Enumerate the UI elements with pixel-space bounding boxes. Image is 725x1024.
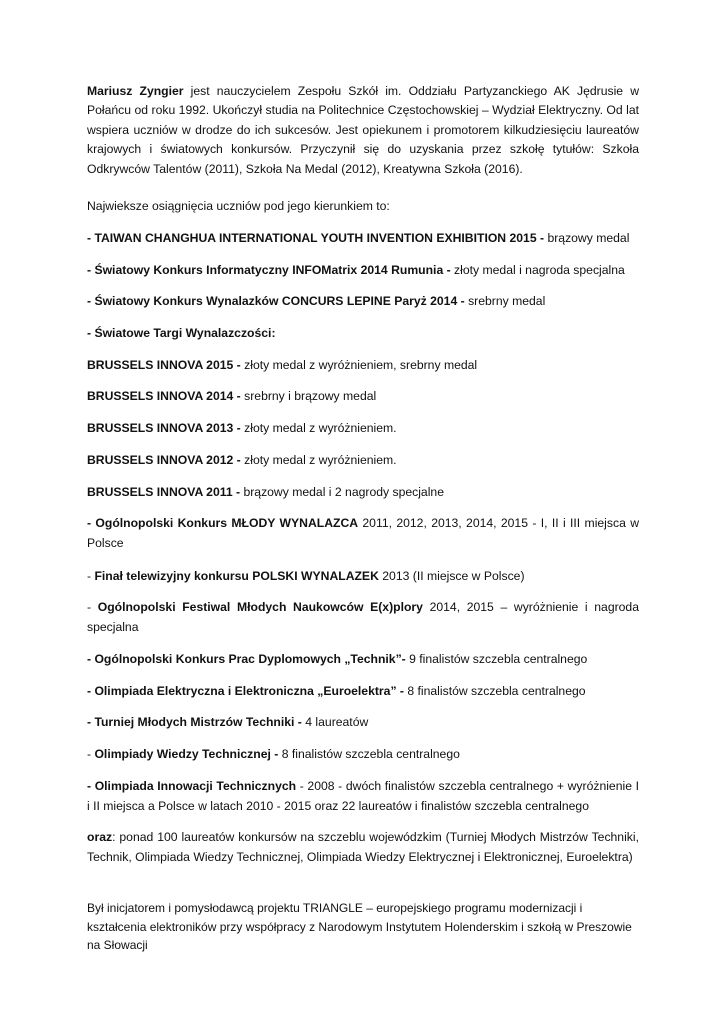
achievement-item: - Olimpiada Elektryczna i Elektroniczna „Euroelektra” - 8 finalistów szczebla centralnego bbox=[87, 684, 586, 698]
closing-paragraph: Był inicjatorem i pomysłodawcą projektu TRIANGLE – europejskiego programu modernizacji i kształcenia elektroników przy współpracy z Narodowym Instytutem Holenderskim i szkołą w Preszowie na Słowacji bbox=[87, 901, 632, 953]
achievement-item: - Światowy Konkurs Informatyczny INFOMatrix 2014 Rumunia - złoty medal i nagroda specjalna bbox=[87, 263, 625, 277]
achievement-item: BRUSSELS INNOVA 2015 - złoty medal z wyróżnieniem, srebrny medal bbox=[87, 358, 478, 372]
achievement-item: BRUSSELS INNOVA 2014 - srebrny i brązowy medal bbox=[87, 389, 377, 403]
achievement-item: - Ogólnopolski Festiwal Młodych Naukowców E(x)plory 2014, 2015 – wyróżnienie i nagroda specjalna bbox=[87, 600, 639, 634]
achievement-item: - Światowy Konkurs Wynalazków CONCURS LEPINE Paryż 2014 - srebrny medal bbox=[87, 294, 546, 308]
achievement-item: - Ogólnopolski Konkurs Prac Dyplomowych „Technik”- 9 finalistów szczebla centralnego bbox=[87, 652, 588, 666]
achievement-item: - Finał telewizyjny konkursu POLSKI WYNALAZEK 2013 (II miejsce w Polsce) bbox=[87, 569, 525, 583]
intro-paragraph bbox=[87, 82, 639, 179]
teacher-name: Mariusz Zyngier bbox=[87, 84, 184, 98]
achievement-item: - Światowe Targi Wynalazczości: bbox=[87, 326, 276, 340]
achievement-item: - Ogólnopolski Konkurs MŁODY WYNALAZCA 2011, 2012, 2013, 2014, 2015 - I, II i III miejsca w Polsce bbox=[87, 516, 639, 550]
achievement-item: - Turniej Młodych Mistrzów Techniki - 4 laureatów bbox=[87, 715, 369, 729]
intro-text: jest nauczycielem Zespołu Szkół im. Oddziału Partyzanckiego AK Jędrusie w Połańcu od roku 1992. Ukończył studia na Politechnice Częstochowskiej – Wydział Elektryczny. Od lat wspiera uczniów w drodze do ich sukcesów. Jest opiekunem i promotorem kilkudziesięciu laureatów krajowych i światowych konkursów. Przyczynił się do uzyskania przez szkołę tytułów: Szkoła Odkrywców Talentów (2011), Szkoła Na Medal (2012), Kreatywna Szkoła (2016). bbox=[87, 84, 640, 176]
achievement-item: BRUSSELS INNOVA 2011 - brązowy medal i 2 nagrody specjalne bbox=[87, 485, 444, 499]
oraz-paragraph: oraz: ponad 100 laureatów konkursów na szczeblu wojewódzkim (Turniej Młodych Mistrzów Techniki, Technik, Olimpiada Wiedzy Technicznej, Olimpiada Wiedzy Elektrycznej i Elektronicznej, Euroelektra) bbox=[87, 830, 639, 864]
achievements-heading: Najwieksze osiągnięcia uczniów pod jego kierunkiem to: bbox=[87, 199, 390, 213]
achievement-item: - Olimpiada Innowacji Technicznych - 2008 - dwóch finalistów szczebla centralnego + wyróżnienie I i II miejsca a Polsce w latach 2010 - 2015 oraz 22 laureatów i finalistów szczebla centralnego bbox=[87, 779, 639, 813]
achievement-item: - TAIWAN CHANGHUA INTERNATIONAL YOUTH INVENTION EXHIBITION 2015 - brązowy medal bbox=[87, 231, 630, 245]
achievement-item: - Olimpiady Wiedzy Technicznej - 8 finalistów szczebla centralnego bbox=[87, 747, 460, 761]
achievement-item: BRUSSELS INNOVA 2013 - złoty medal z wyróżnieniem. bbox=[87, 421, 397, 435]
achievement-item: BRUSSELS INNOVA 2012 - złoty medal z wyróżnieniem. bbox=[87, 453, 397, 467]
